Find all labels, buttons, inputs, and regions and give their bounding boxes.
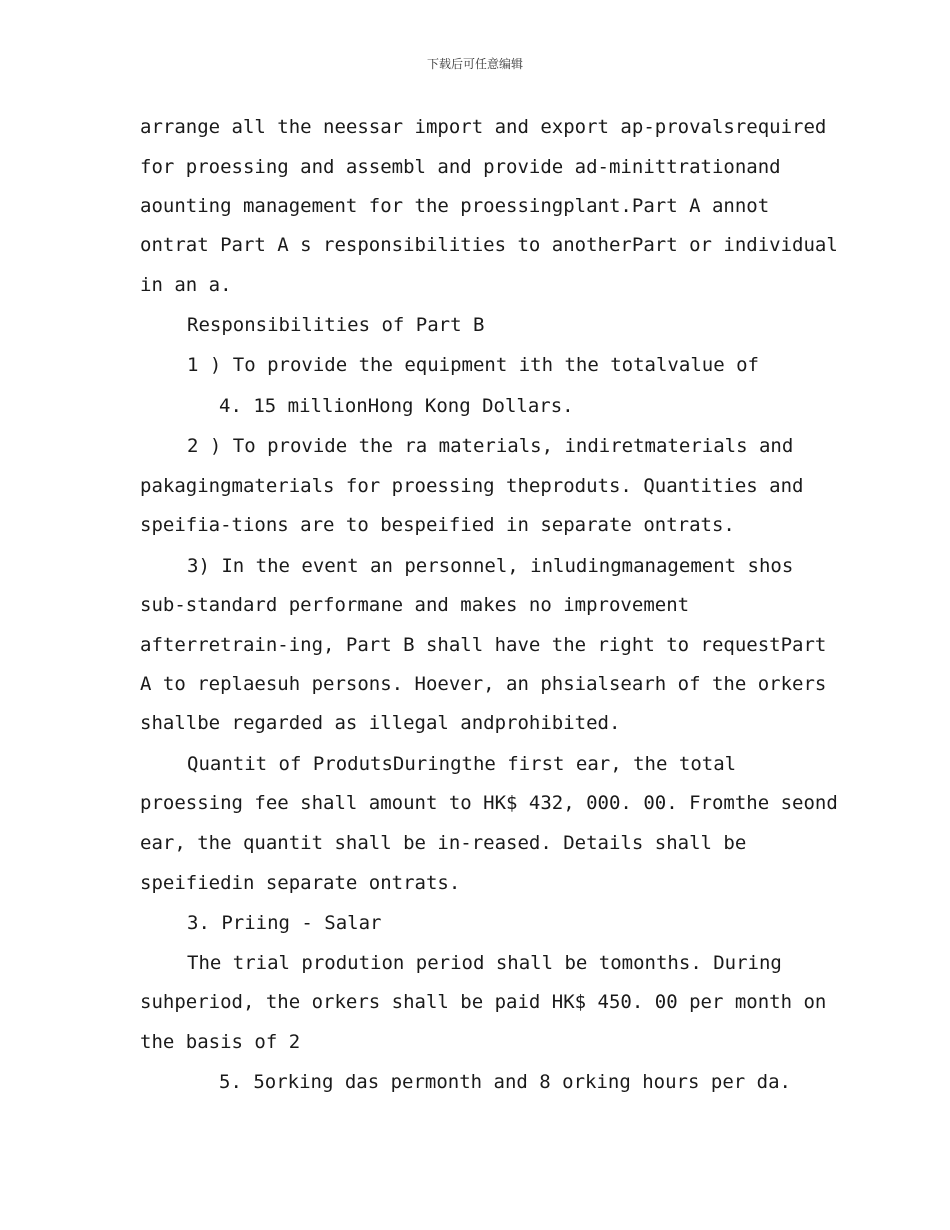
- text-line: ear, the quantit shall be in-reased. Details shall be: [140, 832, 747, 854]
- page-header-note: 下载后可任意编辑: [426, 57, 523, 71]
- text-line: suhperiod, the orkers shall be paid HK$ 450. 00 per month on: [140, 991, 827, 1013]
- list-item: 1 ) To provide the equipment ith the totalvalue of: [187, 354, 759, 376]
- text-line: arrange all the neessar import and export ap-provalsrequired: [140, 116, 827, 138]
- text-line: afterretrain-ing, Part B shall have the right to requestPart: [140, 634, 827, 656]
- text-line: proessing fee shall amount to HK$ 432, 000. 00. Fromthe seond: [140, 792, 838, 814]
- list-item: 3) In the event an personnel, inludingmanagement shos: [187, 555, 794, 577]
- text-line: aounting management for the proessingplant.Part A annot: [140, 195, 770, 217]
- section-heading: Responsibilities of Part B: [187, 314, 485, 336]
- text-line: 4. 15 millionHong Kong Dollars.: [219, 395, 574, 417]
- paragraph-start: The trial prodution period shall be tomonths. During: [187, 952, 782, 974]
- text-line: for proessing and assembl and provide ad-minittrationand: [140, 156, 781, 178]
- text-line: speifiedin separate ontrats.: [140, 872, 461, 894]
- paragraph-start: Quantit of ProdutsDuringthe first ear, the total: [187, 753, 737, 775]
- section-heading: 3. Priing - Salar: [187, 912, 382, 934]
- text-line: in an a.: [140, 274, 232, 296]
- text-line: speifia-tions are to bespeified in separate ontrats.: [140, 514, 735, 536]
- text-line: sub-standard performane and makes no improvement: [140, 594, 690, 616]
- text-line: A to replaesuh persons. Hoever, an phsialsearh of the orkers: [140, 673, 827, 695]
- text-line: the basis of 2: [140, 1031, 301, 1053]
- text-line: shallbe regarded as illegal andprohibited.: [140, 712, 621, 734]
- text-line: ontrat Part A s responsibilities to anotherPart or individual: [140, 234, 838, 256]
- list-item: 5. 5orking das permonth and 8 orking hours per da.: [219, 1071, 791, 1093]
- list-item: 2 ) To provide the ra materials, indiretmaterials and: [187, 435, 794, 457]
- text-line: pakagingmaterials for proessing theproduts. Quantities and: [140, 475, 804, 497]
